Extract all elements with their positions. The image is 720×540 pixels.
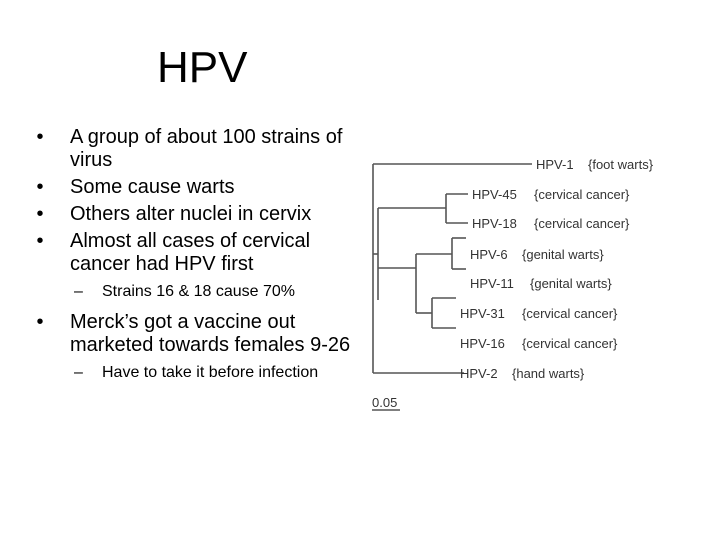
bullet-item: [30, 311, 360, 357]
bullet-dot-icon: •: [36, 176, 44, 198]
bullet-text: Some cause warts: [70, 176, 235, 198]
bullet-dot-icon: •: [36, 311, 44, 333]
scale-bar-label: 0.05: [372, 395, 398, 410]
bullet-list: [30, 126, 360, 392]
bullet-item: [30, 203, 360, 226]
bullet-text: Merck’s got a vaccine out marketed towards females 9-26: [70, 311, 351, 356]
leaf-label-hpv-18: HPV-18: [472, 216, 517, 231]
leaf-note-hpv-2: {hand warts}: [512, 366, 585, 381]
leaf-note-hpv-1: {foot warts}: [588, 157, 654, 172]
bullet-text: A group of about 100 strains of virus: [70, 126, 343, 171]
phylogenetic-tree: [364, 145, 664, 420]
bullet-dot-icon: •: [36, 203, 44, 225]
leaf-label-hpv-2: HPV-2: [460, 366, 498, 381]
bullet-dot-icon: •: [36, 126, 44, 148]
sub-bullet-text: Have to take it before infection: [102, 364, 319, 381]
leaf-note-hpv-11: {genital warts}: [530, 276, 612, 291]
dash-icon: –: [74, 283, 83, 300]
leaf-label-hpv-6: HPV-6: [470, 247, 508, 262]
sub-bullet-item: [30, 282, 360, 301]
dash-icon: –: [74, 364, 83, 381]
leaf-label-hpv-45: HPV-45: [472, 187, 517, 202]
sub-bullet-text: Strains 16 & 18 cause 70%: [102, 283, 296, 300]
leaf-label-hpv-1: HPV-1: [536, 157, 574, 172]
bullet-dot-icon: •: [36, 230, 44, 252]
bullet-text: Others alter nuclei in cervix: [70, 203, 312, 225]
slide-title: HPV: [157, 43, 248, 92]
leaf-label-hpv-31: HPV-31: [460, 306, 505, 321]
leaf-note-hpv-6: {genital warts}: [522, 247, 604, 262]
leaf-label-hpv-11: HPV-11: [470, 276, 514, 291]
leaf-note-hpv-18: {cervical cancer}: [534, 216, 630, 231]
bullet-item: [30, 176, 360, 199]
bullet-item: [30, 230, 360, 276]
bullet-text: Almost all cases of cervical cancer had HPV first: [70, 230, 311, 275]
sub-bullet-item: [30, 363, 360, 382]
leaf-note-hpv-31: {cervical cancer}: [522, 306, 618, 321]
leaf-note-hpv-45: {cervical cancer}: [534, 187, 630, 202]
leaf-label-hpv-16: HPV-16: [460, 336, 505, 351]
leaf-note-hpv-16: {cervical cancer}: [522, 336, 618, 351]
bullet-item: [30, 126, 360, 172]
